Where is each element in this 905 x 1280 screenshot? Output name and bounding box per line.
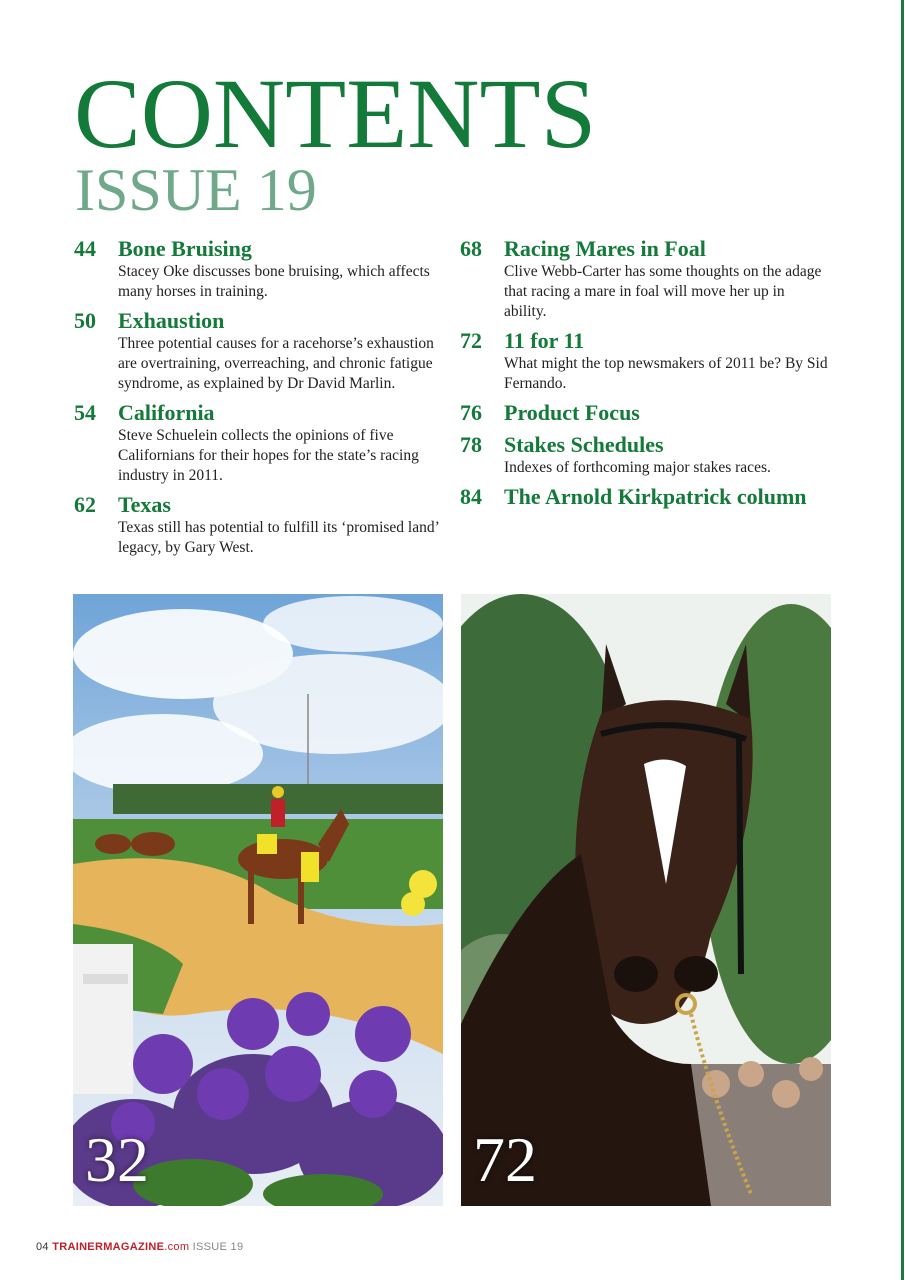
issue-subtitle: ISSUE 19 — [75, 157, 317, 223]
entry-page-number: 68 — [460, 236, 482, 261]
entry-page-number: 50 — [74, 308, 96, 333]
entry-title: Stakes Schedules — [504, 432, 664, 457]
entry-title: Racing Mares in Foal — [504, 236, 706, 261]
horse-portrait-photo[interactable] — [461, 594, 831, 1206]
entry-description: Three potential causes for a racehorse’s exhaustion are overtraining, overreaching, and chronic fatigue syndrome, as explained by Dr David Marlin. — [118, 335, 434, 392]
page-edge-rule — [901, 0, 904, 1280]
entry-description: Steve Schuelein collects the opinions of five Californians for their hopes for the state’s racing industry in 2011. — [118, 427, 419, 484]
contents-entry-exhaustion[interactable] — [74, 308, 444, 394]
entry-page-number: 44 — [74, 236, 96, 261]
entry-title: Texas — [118, 492, 171, 517]
entry-title: California — [118, 400, 215, 425]
racetrack-photo[interactable] — [73, 594, 443, 1206]
contents-column-left — [74, 236, 444, 564]
entry-title: Bone Bruising — [118, 236, 252, 261]
contents-entry-texas[interactable] — [74, 492, 444, 558]
contents-entry-11-for-11[interactable] — [460, 328, 830, 394]
horse-illustration — [461, 594, 831, 1206]
entry-description: Stacey Oke discusses bone bruising, which affects many horses in training. — [118, 263, 430, 300]
photo-page-number: 32 — [85, 1124, 149, 1195]
entry-title: 11 for 11 — [504, 328, 585, 353]
entry-description: Texas still has potential to fulfill its ‘promised land’ legacy, by Gary West. — [118, 519, 439, 556]
entry-title: Product Focus — [504, 400, 640, 425]
contents-entry-california[interactable] — [74, 400, 444, 486]
page-footer — [36, 1241, 243, 1253]
racetrack-illustration — [73, 594, 443, 1206]
contents-column-right — [460, 236, 830, 516]
page-title: CONTENTS — [74, 58, 597, 169]
entry-page-number: 84 — [460, 484, 482, 509]
entry-title: Exhaustion — [118, 308, 225, 333]
entry-description: Indexes of forthcoming major stakes races. — [504, 459, 771, 476]
footer-page-number: 04 — [36, 1241, 49, 1253]
contents-entry-racing-mares[interactable] — [460, 236, 830, 322]
footer-issue: ISSUE 19 — [192, 1241, 244, 1253]
footer-site-brand[interactable]: TRAINERMAGAZINE — [52, 1241, 165, 1253]
entry-page-number: 72 — [460, 328, 482, 353]
entry-page-number: 76 — [460, 400, 482, 425]
contents-entry-bone-bruising[interactable] — [74, 236, 444, 302]
footer-site-suffix[interactable]: .com — [164, 1241, 190, 1253]
entry-description: What might the top newsmakers of 2011 be? By Sid Fernando. — [504, 355, 828, 392]
contents-entry-product-focus[interactable] — [460, 400, 830, 426]
contents-entry-stakes-schedules[interactable] — [460, 432, 830, 478]
entry-title: The Arnold Kirkpatrick column — [504, 484, 807, 509]
entry-page-number: 62 — [74, 492, 96, 517]
contents-entry-arnold-kirkpatrick[interactable] — [460, 484, 830, 510]
entry-page-number: 54 — [74, 400, 96, 425]
entry-description: Clive Webb-Carter has some thoughts on the adage that racing a mare in foal will move her up in ability. — [504, 263, 822, 320]
entry-page-number: 78 — [460, 432, 482, 457]
photo-page-number: 72 — [473, 1124, 537, 1195]
